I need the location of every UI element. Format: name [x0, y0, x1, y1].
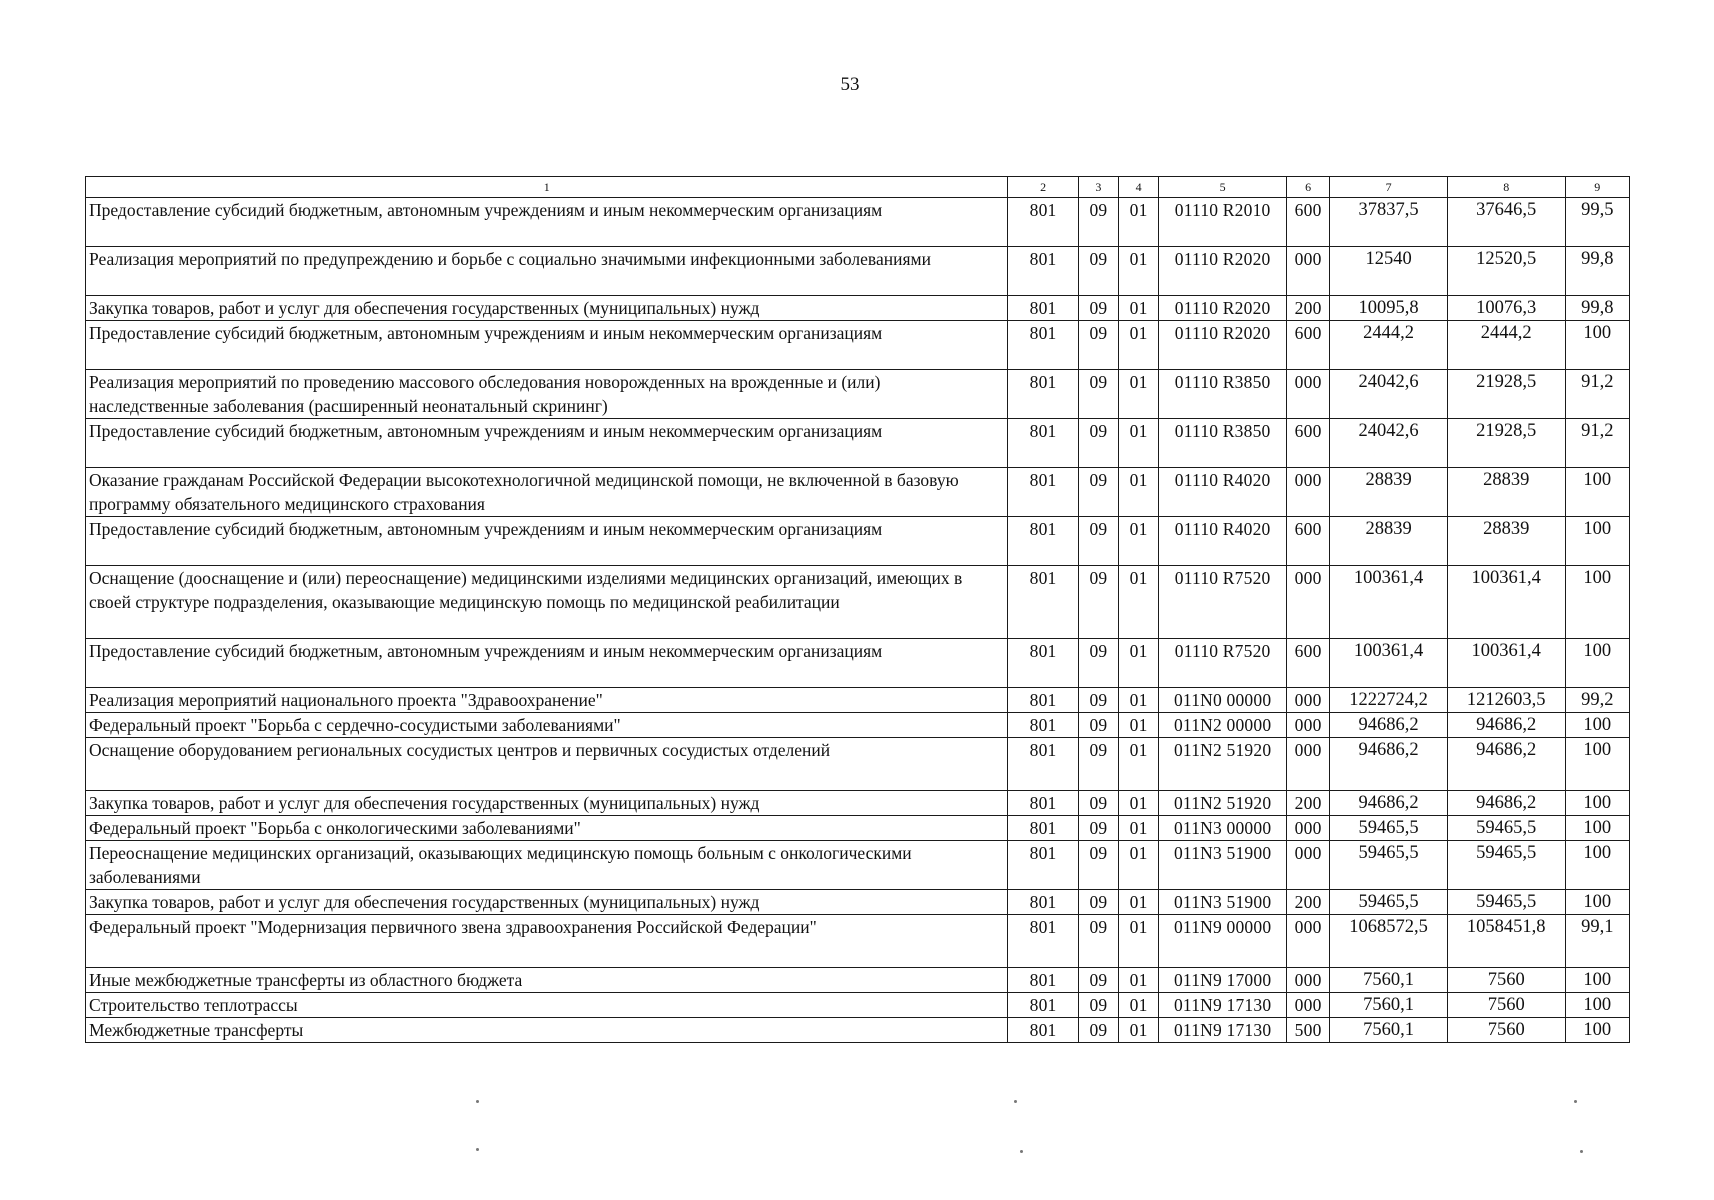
scan-speck: [1020, 1150, 1023, 1153]
row-expense-type-cell: 000: [1286, 738, 1329, 791]
row-target-article-cell: 011N9 17000: [1159, 968, 1287, 993]
row-actual-amount-cell: 37646,5: [1447, 198, 1565, 247]
row-code-cell: 801: [1008, 247, 1078, 296]
row-subsection-cell: 01: [1119, 816, 1159, 841]
table-row: [86, 468, 1630, 517]
row-actual-amount-cell: 59465,5: [1447, 816, 1565, 841]
row-section-cell: 09: [1078, 321, 1118, 370]
row-name-cell: Переоснащение медицинских организаций, оказывающих медицинскую помощь больным с онкологическими заболеваниями: [86, 841, 1008, 890]
row-percent-cell: 100: [1565, 993, 1629, 1018]
row-target-article-cell: 011N2 51920: [1159, 791, 1287, 816]
row-section-cell: 09: [1078, 517, 1118, 566]
row-actual-amount-cell: 7560: [1447, 968, 1565, 993]
row-code-cell: 801: [1008, 296, 1078, 321]
row-target-article-cell: 01110 R4020: [1159, 517, 1287, 566]
row-expense-type-cell: 600: [1286, 517, 1329, 566]
row-section-cell: 09: [1078, 738, 1118, 791]
row-subsection-cell: 01: [1119, 247, 1159, 296]
row-section-cell: 09: [1078, 968, 1118, 993]
row-actual-amount-cell: 1058451,8: [1447, 915, 1565, 968]
row-percent-cell: 100: [1565, 517, 1629, 566]
row-name-cell: Иные межбюджетные трансферты из областного бюджета: [86, 968, 1008, 993]
row-percent-cell: 100: [1565, 968, 1629, 993]
row-target-article-cell: 01110 R7520: [1159, 639, 1287, 688]
table-row: [86, 566, 1630, 639]
row-name-cell: Реализация мероприятий национального проекта "Здравоохранение": [86, 688, 1008, 713]
row-actual-amount-cell: 100361,4: [1447, 566, 1565, 639]
row-planned-amount-cell: 24042,6: [1330, 370, 1448, 419]
row-expense-type-cell: 000: [1286, 247, 1329, 296]
table-row: [86, 517, 1630, 566]
column-header: 1: [86, 177, 1008, 198]
row-expense-type-cell: 000: [1286, 841, 1329, 890]
row-actual-amount-cell: 21928,5: [1447, 419, 1565, 468]
row-percent-cell: 91,2: [1565, 370, 1629, 419]
row-target-article-cell: 011N0 00000: [1159, 688, 1287, 713]
row-name-cell: Оказание гражданам Российской Федерации высокотехнологичной медицинской помощи, не включенной в базовую программу обязательного медицинского страхования: [86, 468, 1008, 517]
row-subsection-cell: 01: [1119, 841, 1159, 890]
column-header: 8: [1447, 177, 1565, 198]
row-actual-amount-cell: 7560: [1447, 993, 1565, 1018]
row-section-cell: 09: [1078, 841, 1118, 890]
budget-table: [85, 176, 1630, 1043]
column-header: 7: [1330, 177, 1448, 198]
row-actual-amount-cell: 94686,2: [1447, 738, 1565, 791]
row-actual-amount-cell: 12520,5: [1447, 247, 1565, 296]
row-planned-amount-cell: 1068572,5: [1330, 915, 1448, 968]
row-expense-type-cell: 000: [1286, 566, 1329, 639]
row-percent-cell: 91,2: [1565, 419, 1629, 468]
row-percent-cell: 99,5: [1565, 198, 1629, 247]
row-planned-amount-cell: 28839: [1330, 468, 1448, 517]
row-target-article-cell: 01110 R3850: [1159, 419, 1287, 468]
row-planned-amount-cell: 94686,2: [1330, 791, 1448, 816]
row-planned-amount-cell: 7560,1: [1330, 993, 1448, 1018]
row-actual-amount-cell: 59465,5: [1447, 841, 1565, 890]
row-name-cell: Федеральный проект "Борьба с онкологическими заболеваниями": [86, 816, 1008, 841]
row-percent-cell: 100: [1565, 468, 1629, 517]
row-expense-type-cell: 200: [1286, 296, 1329, 321]
row-actual-amount-cell: 100361,4: [1447, 639, 1565, 688]
row-target-article-cell: 01110 R2020: [1159, 321, 1287, 370]
row-subsection-cell: 01: [1119, 713, 1159, 738]
row-subsection-cell: 01: [1119, 968, 1159, 993]
row-code-cell: 801: [1008, 841, 1078, 890]
row-code-cell: 801: [1008, 890, 1078, 915]
row-expense-type-cell: 600: [1286, 419, 1329, 468]
row-actual-amount-cell: 7560: [1447, 1018, 1565, 1043]
row-planned-amount-cell: 7560,1: [1330, 968, 1448, 993]
table-row: [86, 247, 1630, 296]
row-expense-type-cell: 000: [1286, 968, 1329, 993]
row-expense-type-cell: 600: [1286, 639, 1329, 688]
row-expense-type-cell: 200: [1286, 890, 1329, 915]
row-actual-amount-cell: 21928,5: [1447, 370, 1565, 419]
row-target-article-cell: 01110 R2010: [1159, 198, 1287, 247]
row-name-cell: Предоставление субсидий бюджетным, автономным учреждениям и иным некоммерческим организациям: [86, 198, 1008, 247]
row-code-cell: 801: [1008, 566, 1078, 639]
row-percent-cell: 99,8: [1565, 296, 1629, 321]
table-row: [86, 296, 1630, 321]
row-planned-amount-cell: 94686,2: [1330, 738, 1448, 791]
row-expense-type-cell: 000: [1286, 816, 1329, 841]
row-actual-amount-cell: 94686,2: [1447, 713, 1565, 738]
table-row: [86, 816, 1630, 841]
row-code-cell: 801: [1008, 915, 1078, 968]
row-section-cell: 09: [1078, 370, 1118, 419]
row-expense-type-cell: 200: [1286, 791, 1329, 816]
row-code-cell: 801: [1008, 198, 1078, 247]
row-section-cell: 09: [1078, 688, 1118, 713]
row-name-cell: Федеральный проект "Борьба с сердечно-сосудистыми заболеваниями": [86, 713, 1008, 738]
row-expense-type-cell: 000: [1286, 713, 1329, 738]
row-actual-amount-cell: 59465,5: [1447, 890, 1565, 915]
row-code-cell: 801: [1008, 713, 1078, 738]
row-percent-cell: 100: [1565, 713, 1629, 738]
table-body: [86, 198, 1630, 1043]
table-header-row: [86, 177, 1630, 198]
row-target-article-cell: 011N3 00000: [1159, 816, 1287, 841]
row-percent-cell: 100: [1565, 816, 1629, 841]
row-actual-amount-cell: 94686,2: [1447, 791, 1565, 816]
column-header: 5: [1159, 177, 1287, 198]
row-name-cell: Предоставление субсидий бюджетным, автономным учреждениям и иным некоммерческим организациям: [86, 517, 1008, 566]
row-section-cell: 09: [1078, 890, 1118, 915]
row-code-cell: 801: [1008, 816, 1078, 841]
row-expense-type-cell: 000: [1286, 993, 1329, 1018]
column-header: 4: [1119, 177, 1159, 198]
row-planned-amount-cell: 37837,5: [1330, 198, 1448, 247]
row-target-article-cell: 01110 R7520: [1159, 566, 1287, 639]
table-row: [86, 1018, 1630, 1043]
row-name-cell: Реализация мероприятий по предупреждению и борьбе с социально значимыми инфекционными заболеваниями: [86, 247, 1008, 296]
table-row: [86, 915, 1630, 968]
row-name-cell: Реализация мероприятий по проведению массового обследования новорожденных на врожденные и (или) наследственные заболевания (расширенный неонатальный скрининг): [86, 370, 1008, 419]
row-target-article-cell: 011N9 00000: [1159, 915, 1287, 968]
row-code-cell: 801: [1008, 468, 1078, 517]
row-subsection-cell: 01: [1119, 738, 1159, 791]
row-subsection-cell: 01: [1119, 1018, 1159, 1043]
row-name-cell: Предоставление субсидий бюджетным, автономным учреждениям и иным некоммерческим организациям: [86, 419, 1008, 468]
scan-speck: [476, 1100, 479, 1103]
row-planned-amount-cell: 94686,2: [1330, 713, 1448, 738]
row-target-article-cell: 011N2 00000: [1159, 713, 1287, 738]
row-name-cell: Строительство теплотрассы: [86, 993, 1008, 1018]
table-row: [86, 841, 1630, 890]
table-row: [86, 791, 1630, 816]
row-percent-cell: 99,8: [1565, 247, 1629, 296]
row-section-cell: 09: [1078, 1018, 1118, 1043]
row-expense-type-cell: 600: [1286, 198, 1329, 247]
row-name-cell: Закупка товаров, работ и услуг для обеспечения государственных (муниципальных) нужд: [86, 890, 1008, 915]
table-row: [86, 688, 1630, 713]
row-target-article-cell: 011N3 51900: [1159, 890, 1287, 915]
scan-speck: [1014, 1100, 1017, 1103]
table-row: [86, 968, 1630, 993]
row-percent-cell: 100: [1565, 791, 1629, 816]
row-target-article-cell: 01110 R2020: [1159, 296, 1287, 321]
row-target-article-cell: 01110 R4020: [1159, 468, 1287, 517]
row-subsection-cell: 01: [1119, 890, 1159, 915]
row-target-article-cell: 01110 R3850: [1159, 370, 1287, 419]
table-row: [86, 713, 1630, 738]
row-planned-amount-cell: 59465,5: [1330, 890, 1448, 915]
row-percent-cell: 100: [1565, 639, 1629, 688]
row-name-cell: Оснащение (дооснащение и (или) переоснащение) медицинскими изделиями медицинских организаций, имеющих в своей структуре подразделения, оказывающие медицинскую помощь по медицинской реабилитации: [86, 566, 1008, 639]
row-percent-cell: 100: [1565, 890, 1629, 915]
row-actual-amount-cell: 28839: [1447, 468, 1565, 517]
row-subsection-cell: 01: [1119, 791, 1159, 816]
row-name-cell: Закупка товаров, работ и услуг для обеспечения государственных (муниципальных) нужд: [86, 791, 1008, 816]
row-subsection-cell: 01: [1119, 915, 1159, 968]
row-planned-amount-cell: 28839: [1330, 517, 1448, 566]
row-expense-type-cell: 000: [1286, 370, 1329, 419]
row-section-cell: 09: [1078, 816, 1118, 841]
scan-speck: [476, 1148, 479, 1151]
table-row: [86, 198, 1630, 247]
row-target-article-cell: 011N9 17130: [1159, 993, 1287, 1018]
column-header: 9: [1565, 177, 1629, 198]
table-row: [86, 890, 1630, 915]
row-planned-amount-cell: 12540: [1330, 247, 1448, 296]
row-section-cell: 09: [1078, 566, 1118, 639]
page-number: 53: [840, 74, 860, 95]
row-code-cell: 801: [1008, 791, 1078, 816]
row-expense-type-cell: 000: [1286, 468, 1329, 517]
row-expense-type-cell: 600: [1286, 321, 1329, 370]
row-planned-amount-cell: 100361,4: [1330, 639, 1448, 688]
row-subsection-cell: 01: [1119, 321, 1159, 370]
row-planned-amount-cell: 10095,8: [1330, 296, 1448, 321]
row-section-cell: 09: [1078, 639, 1118, 688]
row-code-cell: 801: [1008, 688, 1078, 713]
table-row: [86, 993, 1630, 1018]
scan-speck: [1574, 1100, 1577, 1103]
row-target-article-cell: 011N9 17130: [1159, 1018, 1287, 1043]
row-subsection-cell: 01: [1119, 370, 1159, 419]
row-section-cell: 09: [1078, 915, 1118, 968]
column-header: 3: [1078, 177, 1118, 198]
row-subsection-cell: 01: [1119, 419, 1159, 468]
row-name-cell: Закупка товаров, работ и услуг для обеспечения государственных (муниципальных) нужд: [86, 296, 1008, 321]
row-subsection-cell: 01: [1119, 198, 1159, 247]
row-subsection-cell: 01: [1119, 639, 1159, 688]
row-code-cell: 801: [1008, 517, 1078, 566]
row-section-cell: 09: [1078, 247, 1118, 296]
row-percent-cell: 99,1: [1565, 915, 1629, 968]
table-row: [86, 321, 1630, 370]
row-planned-amount-cell: 100361,4: [1330, 566, 1448, 639]
table-row: [86, 419, 1630, 468]
table-row: [86, 639, 1630, 688]
row-planned-amount-cell: 1222724,2: [1330, 688, 1448, 713]
column-header: 6: [1286, 177, 1329, 198]
row-planned-amount-cell: 59465,5: [1330, 816, 1448, 841]
row-section-cell: 09: [1078, 468, 1118, 517]
row-planned-amount-cell: 24042,6: [1330, 419, 1448, 468]
row-code-cell: 801: [1008, 968, 1078, 993]
row-percent-cell: 100: [1565, 1018, 1629, 1043]
row-actual-amount-cell: 10076,3: [1447, 296, 1565, 321]
row-code-cell: 801: [1008, 993, 1078, 1018]
row-name-cell: Межбюджетные трансферты: [86, 1018, 1008, 1043]
row-subsection-cell: 01: [1119, 296, 1159, 321]
row-target-article-cell: 011N2 51920: [1159, 738, 1287, 791]
table-row: [86, 370, 1630, 419]
row-section-cell: 09: [1078, 296, 1118, 321]
row-target-article-cell: 011N3 51900: [1159, 841, 1287, 890]
row-percent-cell: 99,2: [1565, 688, 1629, 713]
row-subsection-cell: 01: [1119, 517, 1159, 566]
row-planned-amount-cell: 59465,5: [1330, 841, 1448, 890]
row-planned-amount-cell: 7560,1: [1330, 1018, 1448, 1043]
row-actual-amount-cell: 28839: [1447, 517, 1565, 566]
row-section-cell: 09: [1078, 419, 1118, 468]
row-section-cell: 09: [1078, 198, 1118, 247]
row-percent-cell: 100: [1565, 321, 1629, 370]
scan-speck: [1580, 1150, 1583, 1153]
row-code-cell: 801: [1008, 419, 1078, 468]
row-code-cell: 801: [1008, 738, 1078, 791]
row-subsection-cell: 01: [1119, 468, 1159, 517]
row-section-cell: 09: [1078, 713, 1118, 738]
row-code-cell: 801: [1008, 321, 1078, 370]
row-percent-cell: 100: [1565, 566, 1629, 639]
row-code-cell: 801: [1008, 639, 1078, 688]
row-percent-cell: 100: [1565, 841, 1629, 890]
row-expense-type-cell: 000: [1286, 688, 1329, 713]
column-header: 2: [1008, 177, 1078, 198]
row-target-article-cell: 01110 R2020: [1159, 247, 1287, 296]
row-subsection-cell: 01: [1119, 993, 1159, 1018]
table-row: [86, 738, 1630, 791]
row-name-cell: Оснащение оборудованием региональных сосудистых центров и первичных сосудистых отделений: [86, 738, 1008, 791]
row-code-cell: 801: [1008, 1018, 1078, 1043]
row-code-cell: 801: [1008, 370, 1078, 419]
row-percent-cell: 100: [1565, 738, 1629, 791]
row-name-cell: Предоставление субсидий бюджетным, автономным учреждениям и иным некоммерческим организациям: [86, 639, 1008, 688]
row-name-cell: Федеральный проект "Модернизация первичного звена здравоохранения Российской Федерации": [86, 915, 1008, 968]
row-actual-amount-cell: 1212603,5: [1447, 688, 1565, 713]
row-planned-amount-cell: 2444,2: [1330, 321, 1448, 370]
row-subsection-cell: 01: [1119, 566, 1159, 639]
row-section-cell: 09: [1078, 791, 1118, 816]
row-subsection-cell: 01: [1119, 688, 1159, 713]
row-expense-type-cell: 500: [1286, 1018, 1329, 1043]
row-actual-amount-cell: 2444,2: [1447, 321, 1565, 370]
row-name-cell: Предоставление субсидий бюджетным, автономным учреждениям и иным некоммерческим организациям: [86, 321, 1008, 370]
row-section-cell: 09: [1078, 993, 1118, 1018]
row-expense-type-cell: 000: [1286, 915, 1329, 968]
